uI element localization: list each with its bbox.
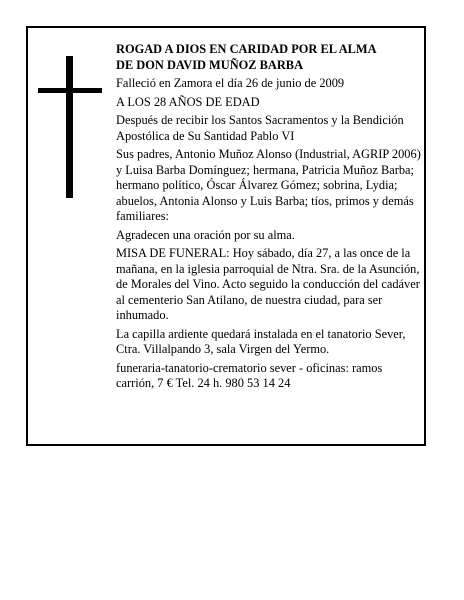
family-paragraph: Sus padres, Antonio Muñoz Alonso (Industrial, AGRIP 2006) y Luisa Barba Domínguez; hermana, Patricia Muñoz Barba; hermano político, Óscar Álvarez Gómez; sobrina, Lydia; abuelos, Antonia Alonso y Luis Barba; tíos, primos y demás familiares: (116, 147, 421, 223)
heading-line-1: ROGAD A DIOS EN CARIDAD POR EL ALMA (116, 42, 377, 56)
chapel-paragraph: La capilla ardiente quedará instalada en el tanatorio Sever, Ctra. Villalpando 3, sala Virgen del Yermo. (116, 326, 406, 356)
prayer-line: Agradecen una oración por su alma. (116, 227, 295, 242)
latin-cross-icon (38, 56, 102, 198)
cross-horizontal-bar (38, 88, 102, 93)
obituary-notice (26, 26, 426, 446)
sacraments-paragraph: Después de recibir los Santos Sacramentos y la Bendición Apostólica de Su Santidad Pablo VI (116, 113, 404, 143)
death-date-line: Falleció en Zamora el día 26 de junio de 2009 (116, 76, 345, 90)
funeral-mass-paragraph: MISA DE FUNERAL: Hoy sábado, día 27, a las once de la mañana, en la iglesia parroquial de Ntra. Sra. de la Asunción, de Morales del Vino. Acto seguido la conducción del cadáver al cementerio San Atilano, de nuestra ciudad, para ser inhumado. (116, 246, 420, 322)
funeral-home-paragraph: funeraria-tanatorio-crematorio sever - oficinas: ramos carrión, 7 € Tel. 24 h. 980 53 14 24 (116, 360, 383, 390)
notice-heading (116, 42, 422, 73)
cross-vertical-bar (66, 56, 73, 198)
age-line: A LOS 28 AÑOS DE EDAD (116, 94, 260, 109)
heading-line-2: DE DON DAVID MUÑOZ BARBA (116, 57, 304, 72)
notice-body (116, 42, 422, 395)
